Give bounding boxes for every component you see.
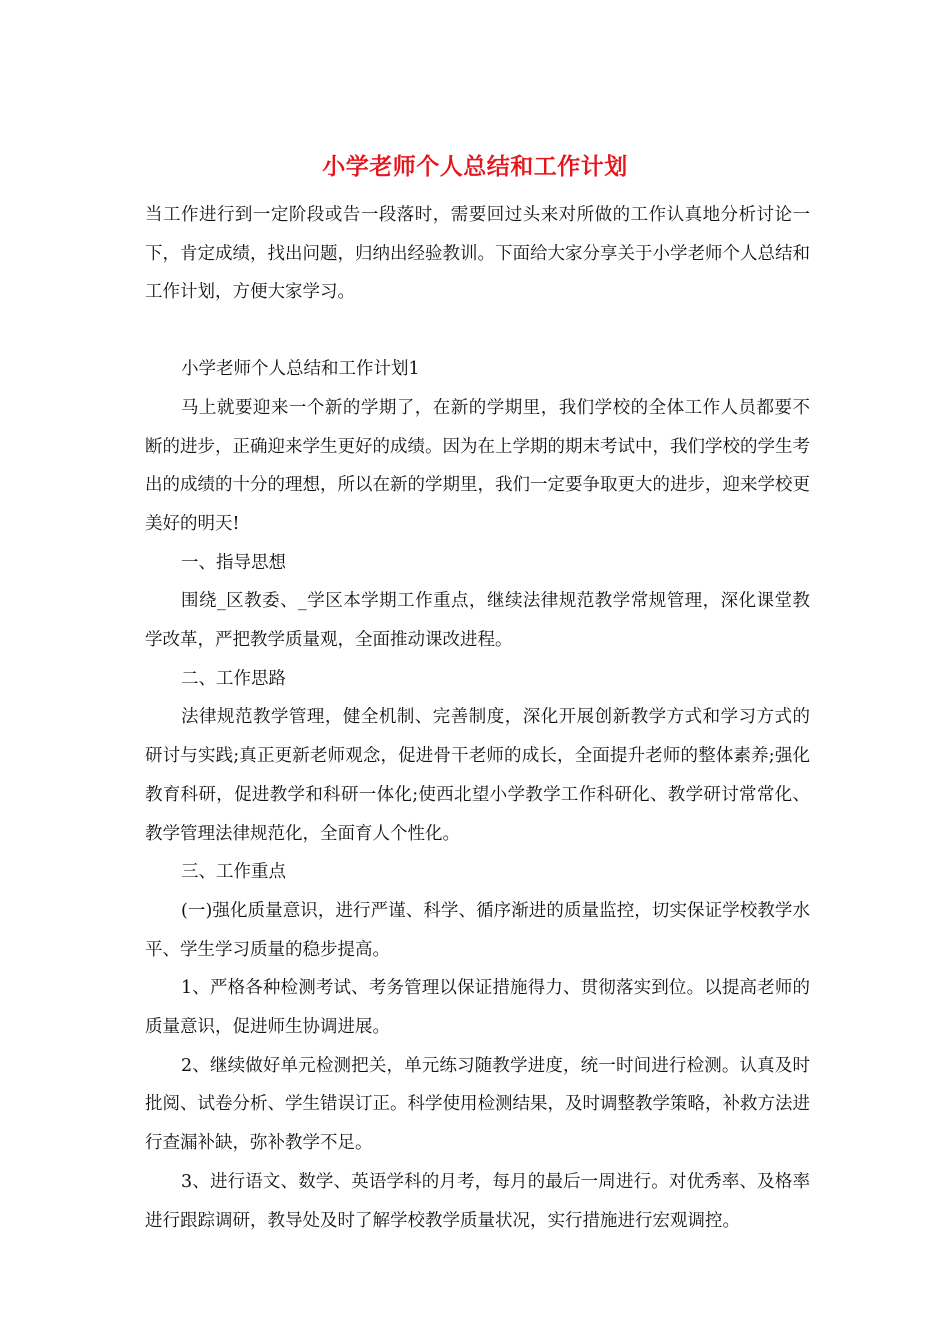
- heading-work-approach: 二、工作思路: [181, 668, 286, 689]
- document-body: [145, 196, 810, 1240]
- paragraph-guiding-ideology: 围绕_区教委、_学区本学期工作重点，继续法律规范教学常规管理，深化课堂教学改革，严把教学质量观，全面推动课改进程。: [145, 591, 810, 651]
- paragraph-opening: 马上就要迎来一个新的学期了，在新的学期里，我们学校的全体工作人员都要不断的进步，正确迎来学生更好的成绩。因为在上学期的期末考试中，我们学校的学生考出的成绩的十分的理想，所以在新的学期里，我们一定要争取更大的进步，迎来学校更美好的明天!: [145, 397, 810, 534]
- section-title: 小学老师个人总结和工作计划1: [181, 359, 420, 380]
- heading-work-focus: 三、工作重点: [181, 862, 286, 883]
- paragraph-work-approach: 法律规范教学管理，健全机制、完善制度，深化开展创新教学方式和学习方式的研讨与实践;真正更新老师观念，促进骨干老师的成长，全面提升老师的整体素养;强化教育科研，促进教学和科研一体化;使西北望小学教学工作科研化、教学研讨常常化、教学管理法律规范化，全面育人个性化。: [145, 707, 810, 844]
- intro-paragraph: 当工作进行到一定阶段或告一段落时，需要回过头来对所做的工作认真地分析讨论一下，肯定成绩，找出问题，归纳出经验教训。下面给大家分享关于小学老师个人总结和工作计划，方便大家学习。: [145, 205, 810, 303]
- document-title: 小学老师个人总结和工作计划: [322, 153, 628, 180]
- list-item-1: 1、严格各种检测考试、考务管理以保证措施得力、贯彻落实到位。以提高老师的质量意识，促进师生协调进展。: [145, 978, 810, 1038]
- list-item-2: 2、继续做好单元检测把关，单元练习随教学进度，统一时间进行检测。认真及时批阅、试卷分析、学生错误订正。科学使用检测结果，及时调整教学策略，补救方法进行查漏补缺，弥补教学不足。: [145, 1055, 810, 1154]
- heading-guiding-ideology: 一、指导思想: [181, 552, 286, 573]
- paragraph-gap: [145, 312, 810, 350]
- paragraph-quality-awareness: (一)强化质量意识，进行严谨、科学、循序渐进的质量监控，切实保证学校教学水平、学生学习质量的稳步提高。: [145, 900, 810, 960]
- list-item-3: 3、进行语文、数学、英语学科的月考，每月的最后一周进行。对优秀率、及格率进行跟踪调研，教导处及时了解学校教学质量状况，实行措施进行宏观调控。: [145, 1171, 810, 1231]
